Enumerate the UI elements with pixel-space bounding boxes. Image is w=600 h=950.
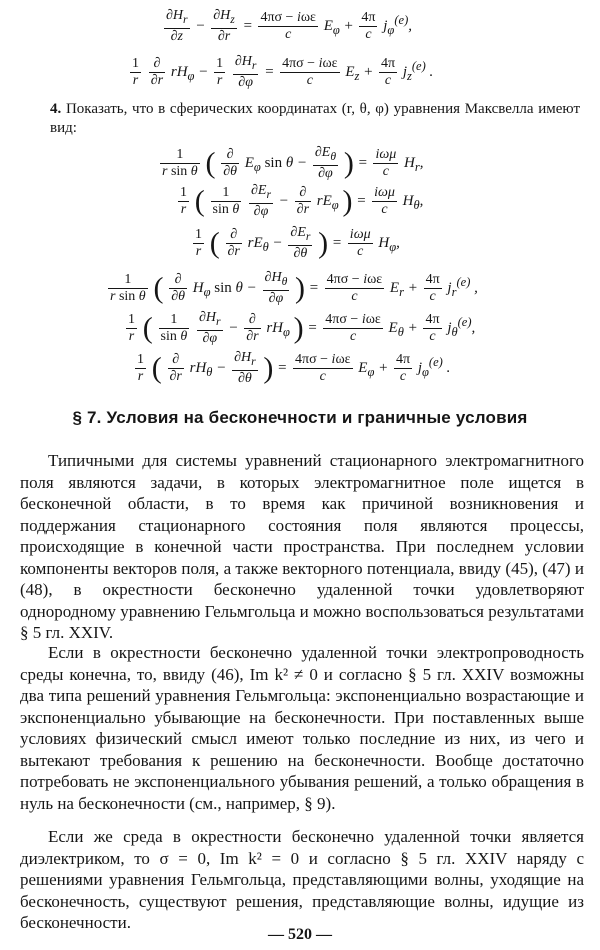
task-4 [50, 100, 580, 138]
spherical-equation-3: $\frac{1}{r}$ ( $\frac{\partial}{\partial r}$ $rE_\theta$ − $\frac{\partial E_r}{\partial\theta}$ ) = $\frac{\text{iωμ}}{c}$ $H_\varphi$, [195, 225, 400, 261]
spherical-equation-6: $\frac{1}{r}$ ( $\frac{\partial}{\partial r}$ $rH_\theta$ − $\frac{\partial H_r}{\partial\theta}$ ) = $\frac{\text{4πσ − iωε}}{c}$ $E_\varphi$ + $\frac{4\pi}{c}$ $j_\varphi^{(e)}$ . [137, 350, 451, 386]
top-equation-1: $\frac{\partial H_r}{\partial z}$ − $\frac{\partial H_z}{\partial r}$ = $\frac{\text{4πσ − iωε}}{c}$ $E_\varphi$ + $\frac{4\pi}{c}$ $j_\varphi^{(e)}$, [166, 8, 412, 44]
spherical-equation-4: $\frac{1}{\text{r sin θ}}$ ( $\frac{\partial}{\partial\theta}$ $H_\varphi$ sin θ − $\frac{\partial H_\theta}{\partial\varphi}$ ) = $\frac{\text{4πσ − iωε}}{c}$ $E_r$ + $\frac{4\pi}{c}$ $j_r^{(e)}$ , [110, 270, 478, 306]
spherical-equation-2: $\frac{1}{r}$ ( $\frac{1}{\text{sin θ}}$ $\frac{\partial E_r}{\partial\varphi}$ − $\frac{\partial}{\partial r}$ $rE_\varphi$ ) = $\frac{\text{iωμ}}{c}$ $H_\theta$, [180, 183, 424, 219]
page-number: — 520 — [268, 926, 332, 943]
paragraph-1: Типичными для системы уравнений стационарного электромагнитного поля являются задачи, в которых электромагнитное поле ищется в бесконечной области, в то время как причиной возникновения и поддержания стационарного состояния поля являются процессы, происходящие в конечной части пространства. При последнем условии компоненты векторов поля, а также векторного потенциала, ввиду (45), (47) и (48), в окрестности бесконечно удаленной точки удовлетворяют однородному уравнению Гельмгольца и можно воспользоваться результатами § 5 гл. XXIV. [20, 451, 584, 642]
top-equation-2: $\frac{1}{r}$ $\frac{\partial}{\partial r}$ $rH_\varphi$ − $\frac{1}{r}$ $\frac{\partial H_r}{\partial\varphi}$ = $\frac{\text{4πσ − iωε}}{c}$ $E_z$ + $\frac{4\pi}{c}$ $j_z^{(e)}$ . [132, 54, 434, 90]
section-heading: § 7. Условия на бесконечности и граничные условия [72, 408, 528, 427]
paragraph-2: Если в окрестности бесконечно удаленной точки электропроводность среды конечна, то, ввиду (46), Im k² ≠ 0 и согласно § 5 гл. XXIV возможны два типа решений уравнения Гельмгольца: экспоненциально возрастающие и экспоненциально убывающие на бесконечности. При поставленных выше условиях физический смысл имеют только последние из них, из чего и вытекают требования к решению на бесконечности. Вообще достаточно потребовать не экспоненциального убывания решений, а только обращения в нуль на бесконечности (см., например, § 9). [20, 643, 584, 813]
paragraph-3: Если же среда в окрестности бесконечно удаленной точки является диэлектриком, то σ = 0, Im k² = 0 и согласно § 5 гл. XXIV наряду с решениями уравнения Гельмгольца, представляющими волны, уходящие на бесконечность, существуют решения, представляющие волны, идущие из бесконечности. [20, 827, 584, 932]
task-number: 4. [50, 101, 62, 117]
spherical-equation-1: $\frac{1}{\text{r sin θ}}$ ( $\frac{\partial}{\partial\theta}$ $E_\varphi$ sin θ − $\frac{\partial E_\theta}{\partial\varphi}$ ) = $\frac{\text{iωμ}}{c}$ $H_r$, [162, 145, 424, 181]
task-text: Показать, что в сферических координатах (r, θ, φ) уравнения Максвелла имеют вид: [50, 101, 580, 136]
spherical-equation-5: $\frac{1}{r}$ ( $\frac{1}{\text{sin θ}}$ $\frac{\partial H_r}{\partial\varphi}$ − $\frac{\partial}{\partial r}$ $rH_\varphi$ ) = $\frac{\text{4πσ − iωε}}{c}$ $E_\theta$ + $\frac{4\pi}{c}$ $j_\theta^{(e)}$, [128, 310, 476, 346]
